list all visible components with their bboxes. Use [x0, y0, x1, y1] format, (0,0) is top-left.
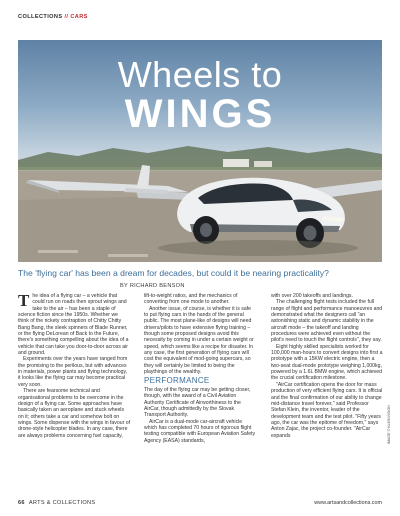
article-column-1 — [18, 293, 130, 439]
section-heading: PERFORMANCE — [144, 376, 210, 386]
section-tag — [18, 14, 88, 20]
paragraph: AirCar is a dual-mode car-aircraft vehicle which has completed 70 hours of rigorous flight testing compatible with European Aviation Safety Agency (EASA) standards, — [144, 418, 256, 444]
paragraph: The day of the flying car may be getting closer, though, with the award of a Civil Aviation Authority Certificate of Airworthiness to the AirCar, though admittedly by the Slovak Transport Authority. — [144, 386, 251, 419]
page-number: 66 — [18, 500, 25, 506]
hero-photo — [18, 40, 382, 262]
article-column-2 — [144, 293, 256, 444]
article-column-3 — [271, 293, 383, 439]
section-name: COLLECTIONS — [18, 14, 63, 20]
paragraph — [18, 293, 130, 356]
paragraph: with over 200 takeoffs and landings. — [271, 293, 353, 299]
magazine-url[interactable]: www.artsandcollections.com — [314, 500, 382, 506]
paragraph: Another issue, of course, is whether it is safe to put flying cars in the hands of the general public. The most plane-like of designs will need drivers/pilots to have extensive flying training – though some proposed designs avoid this necessity by coming in under a certain weight or speed, which seems like a recipe for disaster. In any case, the first generation of flying cars will cost the equivalent of mod-going supercars, so they will certainly be limited to being the playthings of the wealthy. — [144, 305, 254, 376]
drop-cap: T — [18, 291, 30, 310]
title-line-2: WINGS — [124, 92, 276, 136]
paragraph-text: he idea of a flying car – a vehicle that could run on roads then sprout wings and take to the air – has been a staple of science fiction since the 1950s. Whether we think of the rickety contraption of Chitty Chitty Bang Bang, the sleek spinners of Blade Runner, or the flying DeLorean of Back to the Future, there's something compelling about the idea of a vehicle that can take you door-to-door across air and ground. — [18, 293, 129, 357]
image-credit: IMAGE © KLEINVISION — [387, 405, 391, 444]
paragraph: The challenging flight tests included the full range of flight and performance manoeuvres and demonstrated what the designers call "an astonishing static and dynamic stability in the aircraft mode – the takeoff and landing procedures were achieved even without the pilot's need to touch the flight controls", they say. — [271, 299, 383, 344]
byline: BY RICHARD BENSON — [120, 283, 185, 289]
paragraph: There are fearsome technical and organisational problems to be overcome in the design of a flying car. Some approaches have basically taken an aeroplane and stuck wheels on it; others take a car and somehow bolt on wings. Some dispense with the wings in favour of drone-style helicopter blades. In any case, there are always problems concerning fuel capacity, — [18, 388, 131, 439]
page-footer-left — [18, 500, 95, 506]
section-separator: // — [62, 14, 71, 20]
title-line-1: Wheels to — [117, 54, 283, 95]
subsection-name: CARS — [70, 14, 88, 20]
paragraph: lift-to-weight ratios, and the mechanics of converting from one mode to another. — [144, 293, 238, 306]
paragraph: "AirCar certification opens the door for mass production of very efficient flying cars. It is official and the final confirmation of our ability to change mid-distance travel forever," said Professor Stefan Klein, the inventor, leader of the development team and the test pilot. "Fifty years ago, the car was the epitome of freedom," says Anton Zajac, the project co-founder. "AirCar expands — [271, 381, 383, 439]
standfirst: The 'flying car' has been a dream for decades, but could it be nearing practicality? — [18, 268, 329, 278]
paragraph: Experiments over the years have ranged from the promising to the perilous, but with advances in materials, power plants and flying technology, it looks like the flying car may become practical very soon. — [18, 356, 128, 388]
magazine-name: ARTS & COLLECTIONS — [28, 500, 96, 506]
paragraph: Eight highly skilled specialists worked for 100,000 man-hours to convert designs into first a prototype with a 15KW electric engine, then a two-seat dual-mode prototype weighing 1,000kg, powered by a 1.6L BMW engine, which achieved the crucial certification milestone. — [271, 343, 383, 382]
